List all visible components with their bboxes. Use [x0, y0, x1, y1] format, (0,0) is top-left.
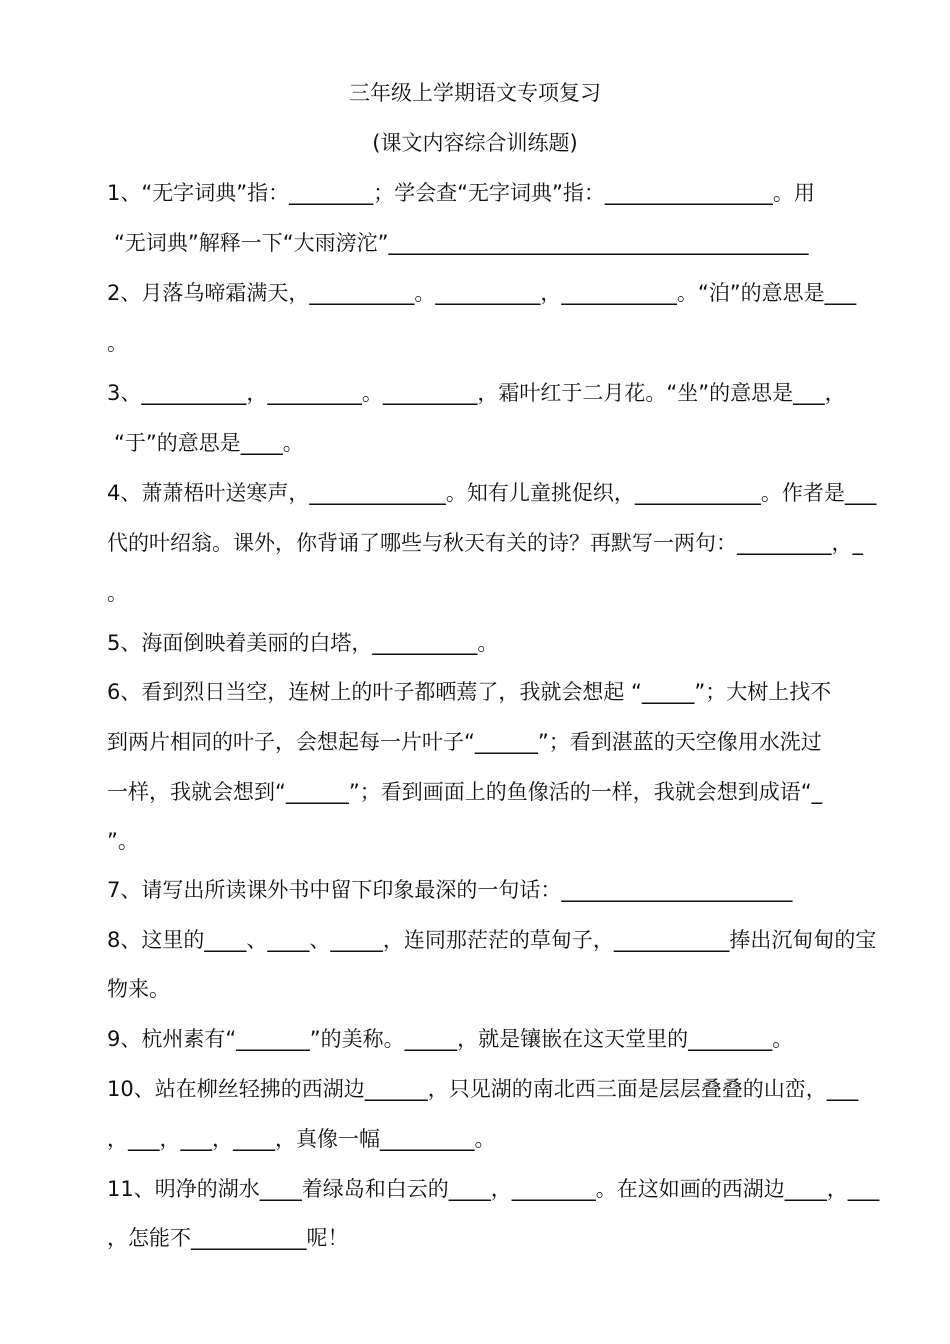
question-5-line-1: 5、海面倒映着美丽的白塔，__________。: [107, 631, 499, 655]
question-6-line-4: ”。: [107, 829, 139, 853]
question-4-line-3: 。: [107, 581, 128, 605]
question-3-line-1: 3、__________，_________。_________，霜叶红于二月花。“坐”的意思是___，: [107, 381, 846, 405]
question-2-line-2: 。: [107, 331, 128, 355]
page-title: 三年级上学期语文专项复习: [349, 81, 601, 105]
question-10-line-1: 10、站在柳丝轻拂的西湖边______，只见湖的南北西三面是层层叠叠的山峦，___: [107, 1077, 859, 1101]
question-8-line-2: 物来。: [107, 977, 170, 1001]
question-9-line-1: 9、杭州素有“_______”的美称。_____，就是镶嵌在这天堂里的________。: [107, 1027, 794, 1051]
question-7-line-1: 7、请写出所读课外书中留下印象最深的一句话：______________________: [107, 878, 793, 902]
question-1-line-1: 1、“无字词典”指：________；学会查“无字词典”指：________________。用: [107, 181, 815, 205]
question-6-line-1: 6、看到烈日当空，连树上的叶子都晒蔫了，我就会想起 “_____”；大树上找不: [107, 680, 832, 704]
question-6-line-3: 一样，我就会想到“______”；看到画面上的鱼像活的一样，我就会想到成语“_: [107, 780, 823, 804]
question-4-line-2: 代的叶绍翁。课外，你背诵了哪些与秋天有关的诗？再默写一两句：_________，_: [107, 531, 863, 555]
question-11-line-1: 11、明净的湖水____着绿岛和白云的____，________。在这如画的西湖边____，___: [107, 1177, 880, 1201]
question-11-line-2: ，怎能不___________呢！: [107, 1226, 349, 1250]
page-subtitle: (课文内容综合训练题): [372, 131, 578, 155]
question-2-line-1: 2、月落乌啼霜满天，__________。__________，___________。“泊”的意思是___: [107, 281, 857, 305]
question-8-line-1: 8、这里的____、____、_____，连同那茫茫的草甸子，___________捧出沉甸甸的宝: [107, 928, 877, 952]
question-3-line-2: “于”的意思是____。: [114, 431, 304, 455]
question-4-line-1: 4、萧萧梧叶送寒声，_____________。知有儿童挑促织，____________。作者是___: [107, 481, 877, 505]
question-10-line-2: ，___，___，____，真像一幅_________。: [107, 1127, 496, 1151]
question-1-line-2: “无词典”解释一下“大雨滂沱”________________________________________: [114, 231, 809, 255]
question-6-line-2: 到两片相同的叶子，会想起每一片叶子“______”；看到湛蓝的天空像用水洗过: [107, 730, 822, 754]
